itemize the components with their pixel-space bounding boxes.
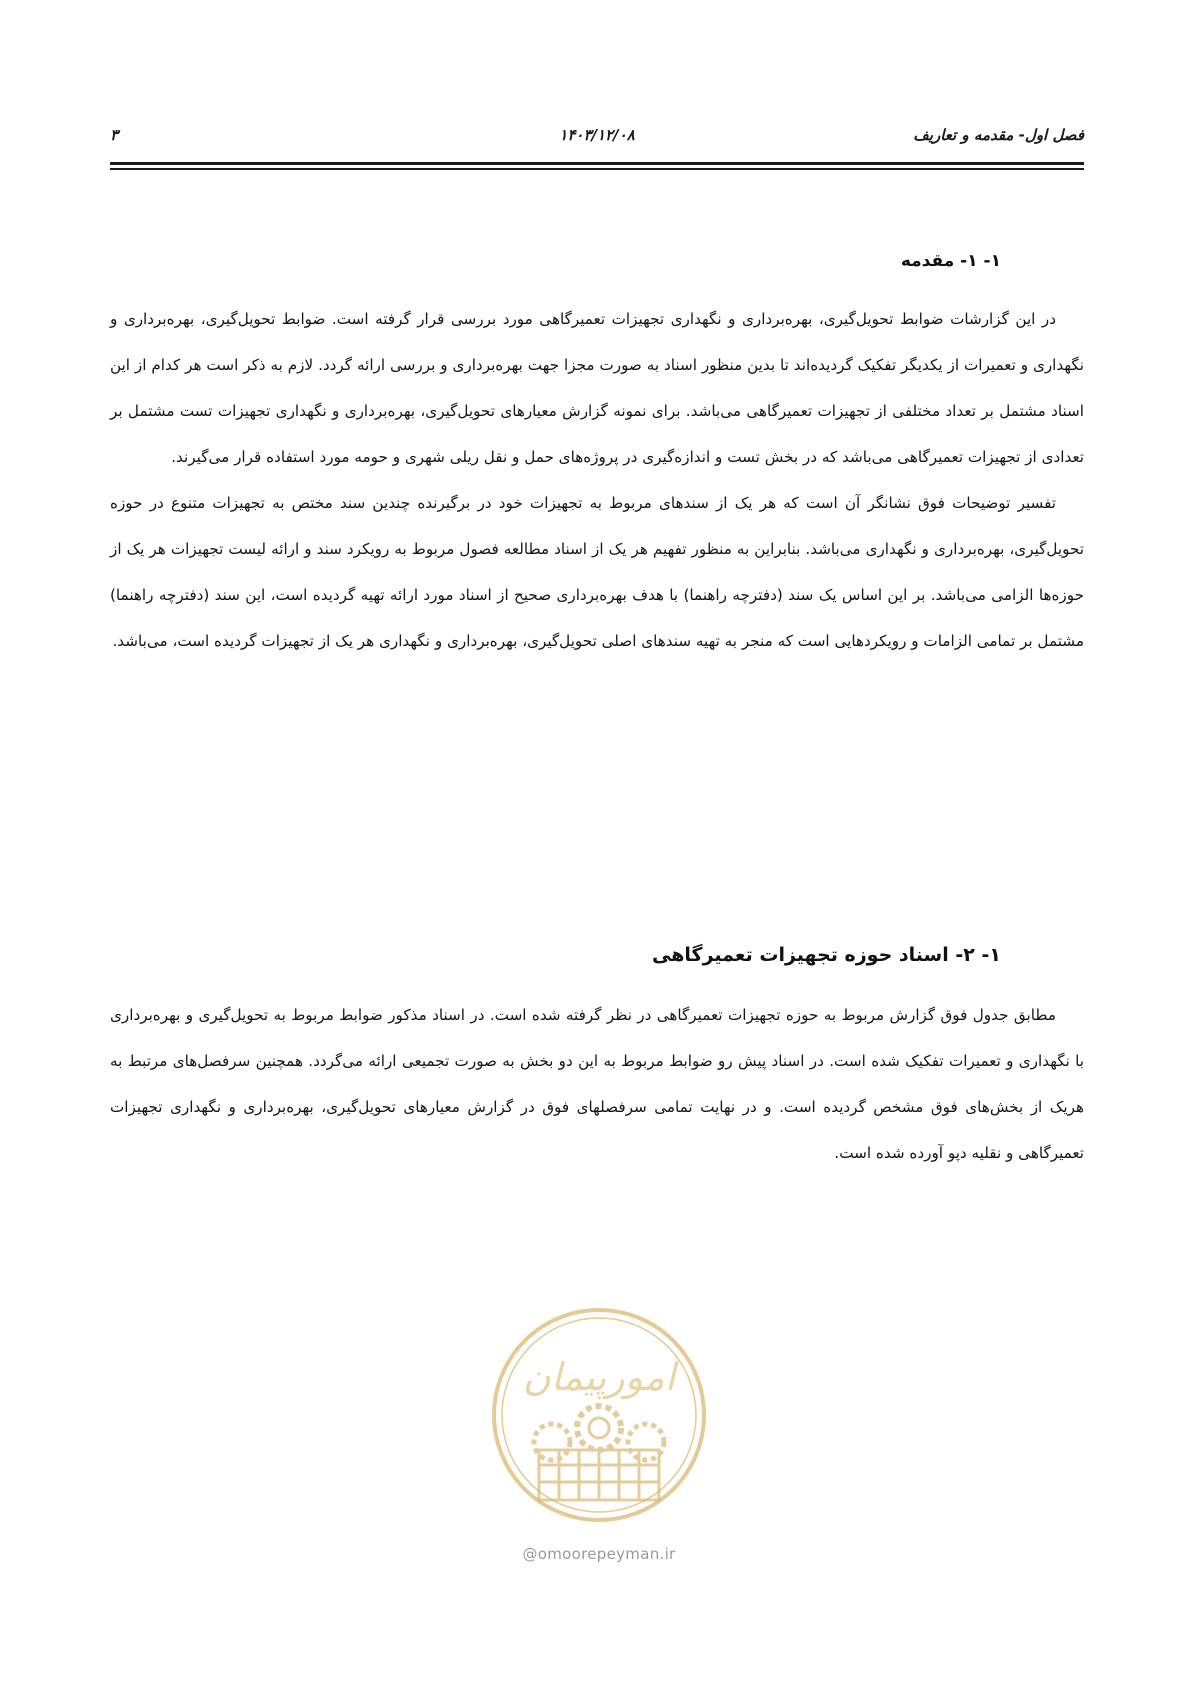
section-title: مقدمه (900, 251, 955, 271)
paragraph: مطابق جدول فوق گزارش مربوط به حوزه تجهیزات تعمیرگاهی در نظر گرفته شده است. در اسناد مذکور ضوابط مربوط به تحویل‌گیری و بهره‌برداری با نگهداری و تعمیرات تفکیک شده است. در اسناد پیش رو ضوابط مربوط به این دو بخش به صورت تجمیعی ارائه می‌گردد. همچنین سرفصل‌های مرتبط به هریک از بخش‌های فوق مشخص گردیده است. و در نهایت تمامی سرفصلهای فوق در گزارش معیارهای تحویل‌گیری، بهره‌برداری و نگهداری تجهیزات تعمیرگاهی و نقلیه دپو آورده شده است. (110, 1006, 1084, 1162)
watermark-logo (484, 1300, 714, 1530)
header-date: ۱۴۰۳/۱۲/۰۸ (559, 126, 635, 144)
section-documents (110, 940, 1084, 1176)
paragraph: در این گزارشات ضوابط تحویل‌گیری، بهره‌برداری و نگهداری تجهیزات تعمیرگاهی مورد بررسی قرار گرفته است. ضوابط تحویل‌گیری، بهره‌برداری و نگهداری و تعمیرات از یکدیگر تفکیک گردیده‌اند تا بدین منظور اسناد به صورت مجزا جهت بهره‌برداری و بررسی ارائه گردد. لازم به ذکر است هر کدام از این اسناد مشتمل بر تعداد مختلفی از تجهیزات تعمیرگاهی می‌باشد. برای نمونه گزارش معیارهای تحویل‌گیری، بهره‌برداری و نگهداری تجهیزات تست مشتمل بر تعدادی از تجهیزات تعمیرگاهی می‌باشد که در بخش تست و اندازه‌گیری در پروژه‌های حمل و نقل ریلی شهری و حومه مورد استفاده قرار می‌گیرند. (110, 310, 1084, 466)
page-header (110, 126, 1084, 156)
section-number: ۱- ۱- (960, 251, 1001, 271)
section-heading (110, 246, 1084, 276)
header-rule-thin (110, 168, 1084, 170)
paragraph: تفسیر توضیحات فوق نشانگر آن است که هر یک از سندهای مربوط به تجهیزات خود در برگیرنده چندین سند مختص به تجهیزات متنوع در حوزه تحویل‌گیری، بهره‌برداری و نگهداری می‌باشد. بنابراین به منظور تفهیم هر یک از اسناد مطالعه فصول مربوط به رویکرد سند و ارائه لیست تجهیزات هر یک از حوزه‌ها الزامی می‌باشد. بر این اساس یک سند (دفترچه راهنما) با هدف بهره‌برداری صحیح از اسناد مورد ارائه تهیه گردیده است، این سند (دفترچه راهنما) مشتمل بر تمامی الزامات و رویکردهایی است که منجر به تهیه سندهای اصلی تحویل‌گیری، بهره‌برداری و نگهداری هر یک از تجهیزات گردیده است، می‌باشد. (110, 494, 1084, 650)
section-heading (110, 940, 1084, 970)
section-introduction (110, 246, 1084, 664)
section-title: اسناد حوزه تجهیزات تعمیرگاهی (652, 944, 949, 966)
section-number: ۱- ۲- (955, 944, 1001, 966)
page-number: ۳ (110, 126, 119, 144)
header-rule-thick (110, 162, 1084, 165)
watermark-site: @omoorepeyman.ir (522, 1545, 676, 1563)
chapter-title: فصل اول- مقدمه و تعاریف (913, 126, 1084, 144)
logo-script: امورپیمان (522, 1355, 676, 1399)
